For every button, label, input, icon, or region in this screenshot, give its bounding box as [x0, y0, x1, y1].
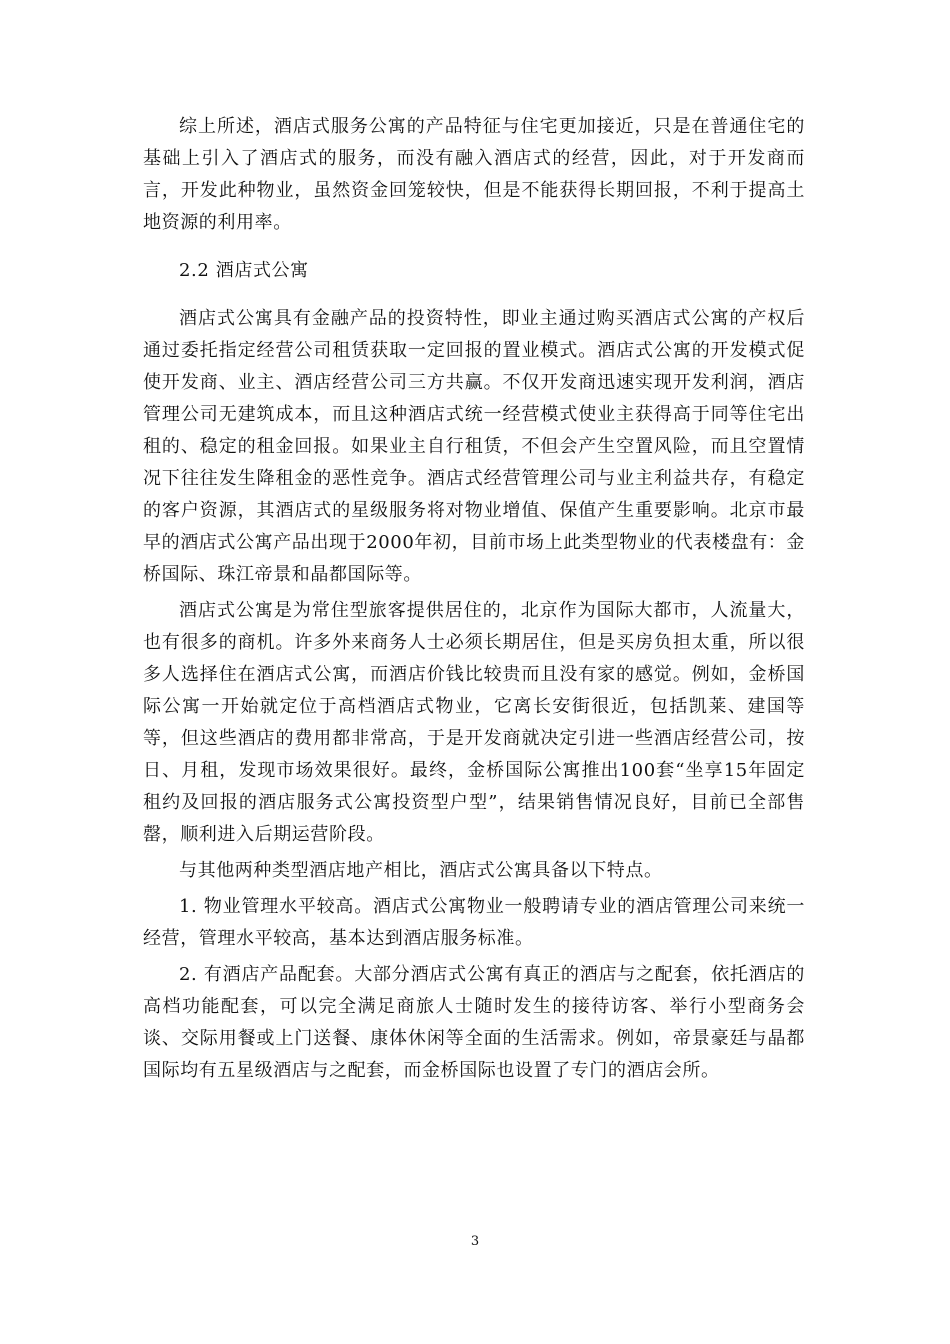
- body-text: [143, 111, 805, 1087]
- list-item-hotel-facilities: 2. 有酒店产品配套。大部分酒店式公寓有真正的酒店与之配套，依托酒店的高档功能配套，可以完全满足商旅人士随时发生的接待访客、举行小型商务会谈、交际用餐或上门送餐、康体休闲等全面的生活需求。例如，帝景豪廷与晶都国际均有五星级酒店与之配套，而金桥国际也设置了专门的酒店会所。: [143, 964, 805, 1081]
- paragraph-summary: 综上所述，酒店式服务公寓的产品特征与住宅更加接近，只是在普通住宅的基础上引入了酒店式的服务，而没有融入酒店式的经营，因此，对于开发商而言，开发此种物业，虽然资金回笼较快，但是不能获得长期回报，不利于提高土地资源的利用率。: [143, 116, 805, 233]
- paragraph-investment: 酒店式公寓具有金融产品的投资特性，即业主通过购买酒店式公寓的产权后通过委托指定经营公司租赁获取一定回报的置业模式。酒店式公寓的开发模式促使开发商、业主、酒店经营公司三方共赢。不仅开发商迅速实现开发利润，酒店管理公司无建筑成本，而且这种酒店式统一经营模式使业主获得高于同等住宅出租的、稳定的租金回报。如果业主自行租赁，不但会产生空置风险，而且空置情况下往往发生降租金的恶性竞争。酒店式经营管理公司与业主利益共存，有稳定的客户资源，其酒店式的星级服务将对物业增值、保值产生重要影响。北京市最早的酒店式公寓产品出现于2000年初，目前市场上此类型物业的代表楼盘有：金桥国际、珠江帝景和晶都国际等。: [143, 308, 806, 585]
- paragraph-example: 酒店式公寓是为常住型旅客提供居住的，北京作为国际大都市，人流量大，也有很多的商机。许多外来商务人士必须长期居住，但是买房负担太重，所以很多人选择住在酒店式公寓，而酒店价钱比较贵而且没有家的感觉。例如，金桥国际公寓一开始就定位于高档酒店式物业，它离长安街很近，包括凯莱、建国等等，但这些酒店的费用都非常高，于是开发商就决定引进一些酒店经营公司，按日、月租，发现市场效果很好。最终，金桥国际公寓推出100套“坐享15年固定租约及回报的酒店服务式公寓投资型户型”，结果销售情况良好，目前已全部售罄，顺利进入后期运营阶段。: [143, 600, 805, 845]
- paragraph-features-intro: 与其他两种类型酒店地产相比，酒店式公寓具备以下特点。: [179, 860, 663, 881]
- section-heading: 2.2 酒店式公寓: [179, 260, 309, 281]
- list-item-management: 1. 物业管理水平较高。酒店式公寓物业一般聘请专业的酒店管理公司来统一经营，管理水平较高，基本达到酒店服务标准。: [143, 896, 805, 949]
- page-number: 3: [470, 1234, 480, 1249]
